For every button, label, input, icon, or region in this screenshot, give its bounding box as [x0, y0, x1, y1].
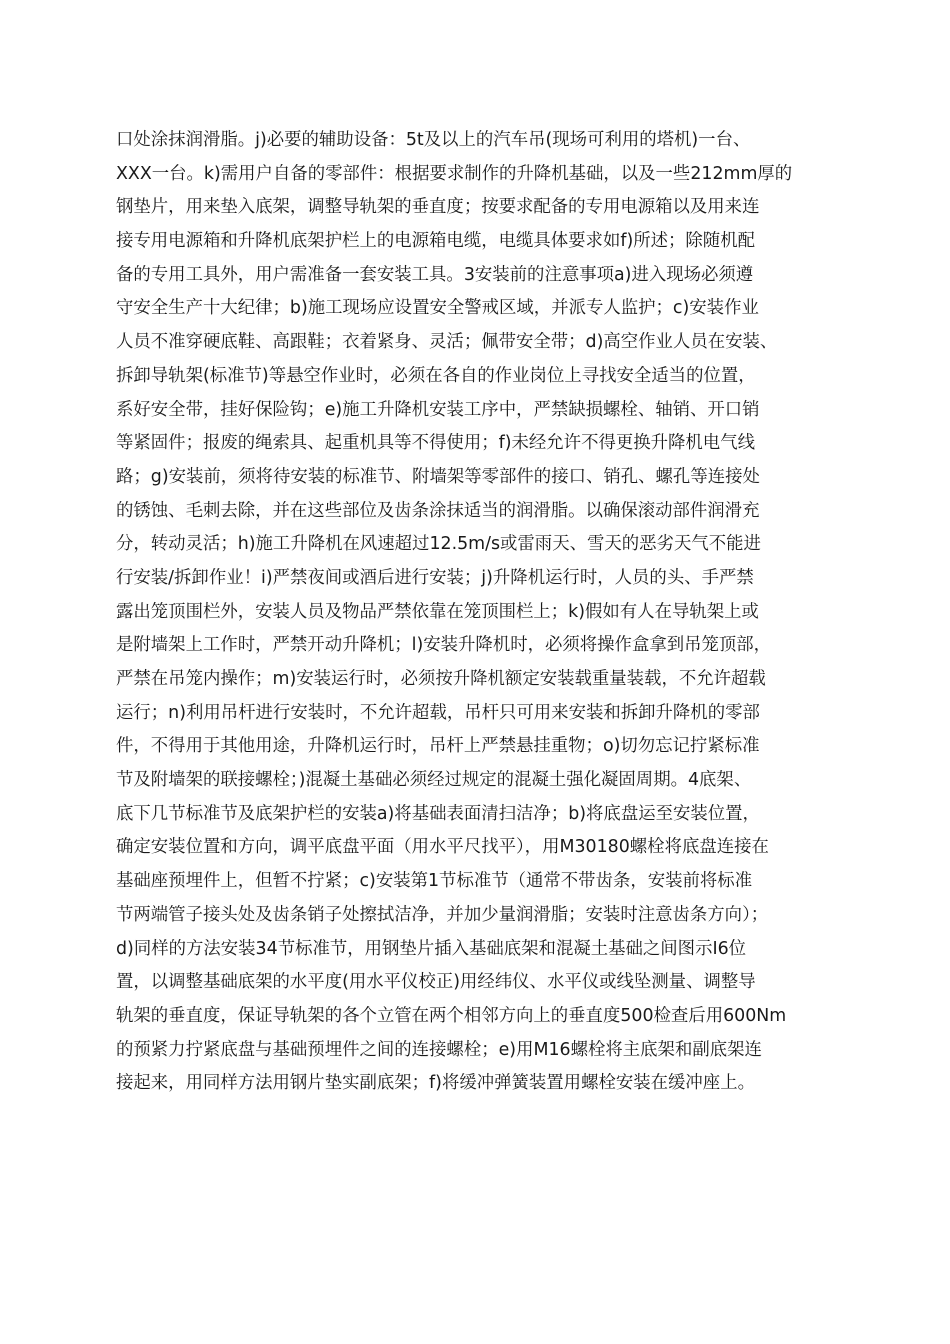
text-line: 拆卸导轨架(标准节)等悬空作业时，必须在各自的作业岗位上寻找安全适当的位置， — [116, 365, 756, 386]
text-line: 节两端管子接头处及齿条销子处擦拭洁净，并加少量润滑脂；安装时注意齿条方向）； — [116, 904, 769, 925]
text-line: 守安全生产十大纪律；b)施工现场应设置安全警戒区域，并派专人监护；c)安装作业 — [116, 298, 759, 319]
text-line: 运行；n)利用吊杆进行安装时，不允许超载，吊杆只可用来安装和拆卸升降机的零部 — [116, 702, 760, 723]
text-line: 轨架的垂直度，保证导轨架的各个立管在两个相邻方向上的垂直度500检查后用600Nm — [116, 1005, 787, 1026]
text-line: 接专用电源箱和升降机底架护栏上的电源箱电缆，电缆具体要求如f)所述；除随机配 — [116, 231, 755, 252]
text-line: 的预紧力拧紧底盘与基础预埋件之间的连接螺栓；e)用M16螺栓将主底架和副底架连 — [116, 1039, 762, 1060]
text-line: 确定安装位置和方向，调平底盘平面（用水平尺找平），用M30180螺栓将底盘连接在 — [116, 837, 769, 858]
text-line: 是附墙架上工作时，严禁开动升降机；l)安装升降机时，必须将操作盒拿到吊笼顶部， — [116, 635, 772, 656]
text-line: 接起来，用同样方法用钢片垫实副底架；f)将缓冲弹簧装置用螺栓安装在缓冲座上。 — [116, 1073, 755, 1094]
text-line: 件，不得用于其他用途，升降机运行时，吊杆上严禁悬挂重物；o)切勿忘记拧紧标准 — [116, 736, 760, 757]
text-line: 置，以调整基础底架的水平度(用水平仪校正)用经纬仪、水平仪或线坠测量、调整导 — [116, 972, 756, 993]
text-line: 等紧固件；报废的绳索具、起重机具等不得使用；f)未经允许不得更换升降机电气线 — [116, 433, 755, 454]
text-line: 钢垫片，用来垫入底架，调整导轨架的垂直度；按要求配备的专用电源箱以及用来连 — [116, 197, 760, 218]
text-line: 的锈蚀、毛刺去除，并在这些部位及齿条涂抹适当的润滑脂。以确保滚动部件润滑充 — [116, 500, 760, 521]
text-line: 路；g)安装前，须将待安装的标准节、附墙架等零部件的接口、销孔、螺孔等连接处 — [116, 466, 760, 487]
text-line: 底下几节标准节及底架护栏的安装a)将基础表面清扫洁净；b)将底盘运至安装位置， — [116, 803, 760, 824]
text-line: 基础座预埋件上，但暂不拧紧；c)安装第1节标准节（通常不带齿条，安装前将标准 — [116, 871, 753, 892]
text-line: 人员不准穿硬底鞋、高跟鞋；衣着紧身、灵活；佩带安全带；d)高空作业人员在安装、 — [116, 332, 778, 353]
text-line: 露出笼顶围栏外，安装人员及物品严禁依靠在笼顶围栏上；k)假如有人在导轨架上或 — [116, 601, 759, 622]
text-line: XXX一台。k)需用户自备的零部件：根据要求制作的升降机基础，以及一些212mm厚的 — [116, 163, 793, 184]
text-line: 行安装/拆卸作业！i)严禁夜间或酒后进行安装；j)升降机运行时，人员的头、手严禁 — [116, 567, 754, 588]
body-text — [116, 124, 852, 1101]
text-line: 节及附墙架的联接螺栓；)混凝土基础必须经过规定的混凝土强化凝固周期。4底架、 — [116, 770, 752, 791]
text-line: 备的专用工具外，用户需准备一套安装工具。3安装前的注意事项a)进入现场必须遵 — [116, 264, 754, 285]
text-line: d)同样的方法安装34节标准节，用钢垫片插入基础底架和混凝土基础之间图示I6位 — [116, 938, 747, 959]
text-line: 严禁在吊笼内操作；m)安装运行时，必须按升降机额定安装载重量装载，不允许超载 — [116, 669, 766, 689]
text-line: 分，转动灵活；h)施工升降机在风速超过12.5m/s或雷雨天、雪天的恶劣天气不能进 — [116, 534, 761, 555]
text-line: 口处涂抹润滑脂。j)必要的辅助设备：5t及以上的汽车吊(现场可利用的塔机)一台、 — [116, 130, 751, 150]
text-line: 系好安全带，挂好保险钩；e)施工升降机安装工序中，严禁缺损螺栓、轴销、开口销 — [116, 399, 760, 420]
